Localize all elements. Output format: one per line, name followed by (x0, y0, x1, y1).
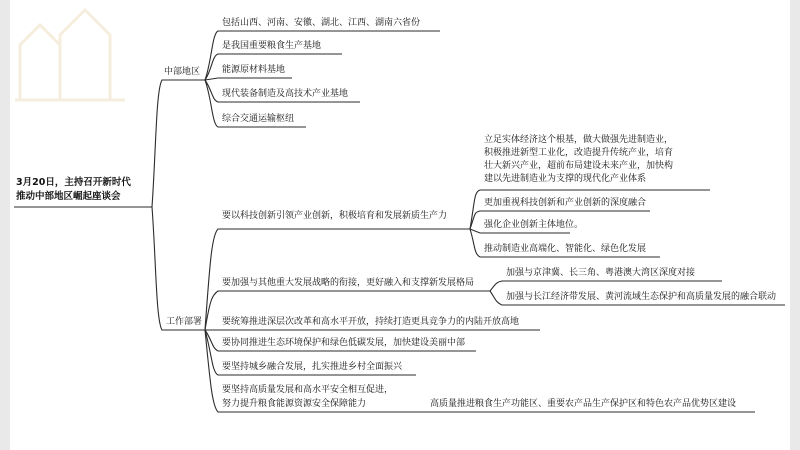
tech-sub-4: 推动制造业高端化、智能化、绿色化发展 (484, 244, 647, 254)
tech-sub-3: 强化企业创新主体地位。 (484, 220, 584, 230)
work-eco-label: 要协同推进生态环境保护和绿色低碳发展，加快建设美丽中部 (222, 338, 466, 348)
tech-sub-1-line-4: 建以先进制造业为支撑的现代化产业体系 (484, 174, 647, 184)
root-title-line-2: 推动中部地区崛起座谈会 (16, 191, 121, 202)
central-item-energy: 能源原材料基地 (222, 65, 286, 75)
work-security-line-1: 要坚持高质量发展和高水平安全相互促进， (222, 385, 394, 395)
tech-sub-1-line-3: 壮大新兴产业，超前布局建设未来产业，加快构 (484, 161, 674, 171)
work-security-line-2: 努力提升粮食能源资源安全保障能力 (222, 399, 367, 409)
security-sub: 高质量推进粮食生产功能区、重要农产品生产保护区和特色农产品优势区建设 (430, 399, 737, 409)
branch-work-label: 工作部署 (166, 317, 203, 327)
strategy-sub-1: 加强与京津冀、长三角、粤港澳大湾区深度对接 (506, 268, 696, 278)
tech-sub-1-line-1: 立足实体经济这个根基，做大做强先进制造业， (484, 135, 674, 145)
strategy-sub-2: 加强与长江经济带发展、黄河流域生态保护和高质量发展的融合联动 (506, 292, 777, 302)
work-reform-label: 要统筹推进深层次改革和高水平开放，持续打造更具竞争力的内陆开放高地 (222, 317, 520, 327)
work-tech-label: 要以科技创新引领产业创新，积极培育和发展新质生产力 (222, 211, 448, 221)
mindmap-canvas (10, 0, 790, 450)
branch-central-label: 中部地区 (164, 67, 201, 77)
central-item-manufacturing: 现代装备制造及高技术产业基地 (222, 89, 349, 99)
work-strategy-label: 要加强与其他重大发展战略的衔接，更好融入和支撑新发展格局 (222, 278, 475, 288)
work-rural-label: 要坚持城乡融合发展，扎实推进乡村全面振兴 (222, 362, 403, 372)
tech-sub-2: 更加重视科技创新和产业创新的深度融合 (484, 198, 647, 208)
watermark-emblem-icon (10, 0, 130, 110)
central-item-provinces: 包括山西、河南、安徽、湖北、江西、湖南六省份 (222, 18, 421, 28)
root-title-line-1: 3月20日，主持召开新时代 (16, 177, 131, 188)
tech-sub-1-line-2: 积极推进新型工业化，改造提升传统产业，培育 (484, 148, 674, 158)
central-item-transport: 综合交通运输枢纽 (222, 114, 295, 124)
central-item-grain: 是我国重要粮食生产基地 (222, 41, 322, 51)
